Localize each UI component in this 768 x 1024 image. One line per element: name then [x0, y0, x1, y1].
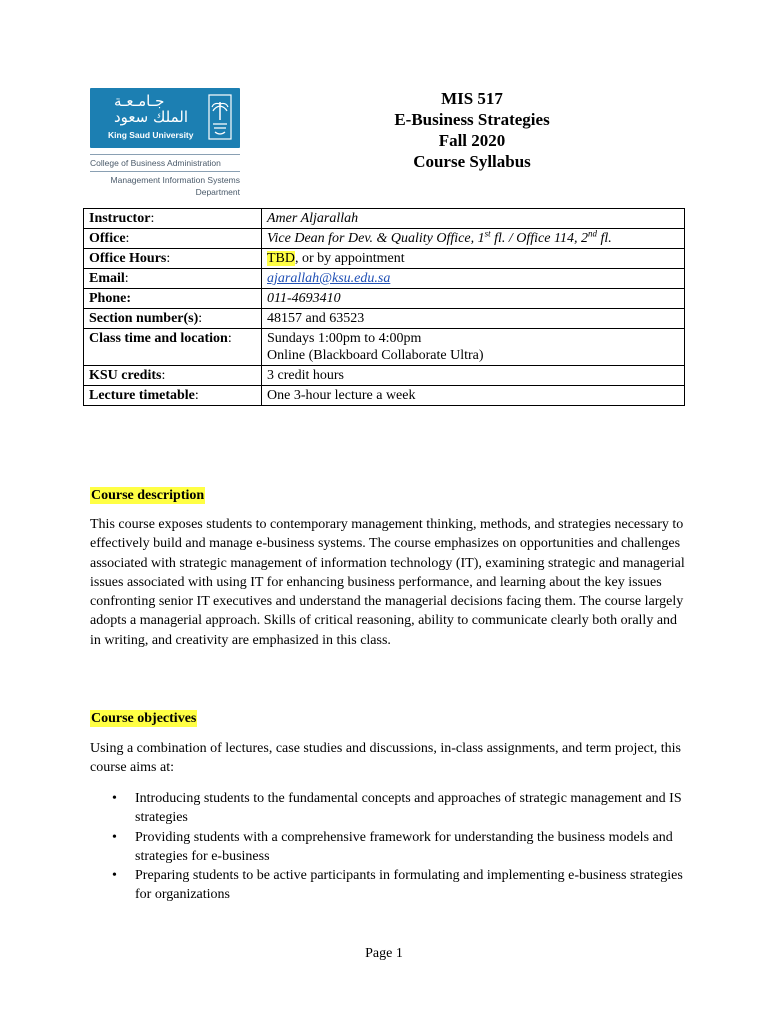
timetable-value: One 3-hour lecture a week — [262, 386, 685, 406]
colon: : — [166, 251, 171, 266]
phone-label: Phone: — [89, 291, 131, 306]
class-label-cell — [84, 329, 262, 366]
instructor-label: Instructor — [89, 211, 151, 226]
colon: : — [194, 388, 199, 403]
timetable-label: Lecture timetable — [89, 388, 195, 403]
office-value-part: fl. — [596, 231, 612, 246]
bullet-icon: • — [112, 791, 117, 806]
section-label-cell — [84, 309, 262, 329]
table-row — [84, 366, 685, 386]
class-label: Class time and location — [89, 331, 228, 346]
table-row — [84, 386, 685, 406]
instructor-label-cell — [84, 209, 262, 229]
hours-label-cell — [84, 249, 262, 269]
table-row — [84, 209, 685, 229]
section-label: Section number(s) — [89, 311, 199, 326]
section-value: 48157 and 63523 — [262, 309, 685, 329]
class-time: Sundays 1:00pm to 4:00pm — [267, 331, 422, 346]
timetable-label-cell — [84, 386, 262, 406]
class-location: Online (Blackboard Collaborate Ultra) — [267, 348, 484, 363]
colon: : — [198, 311, 203, 326]
colon: : — [125, 231, 130, 246]
document-type: Course Syllabus — [413, 152, 531, 171]
instructor-value: Amer Aljarallah — [262, 209, 685, 229]
colon: : — [124, 271, 129, 286]
email-link[interactable]: ajarallah@ksu.edu.sa — [267, 271, 391, 286]
description-heading: Course description — [91, 488, 205, 503]
bullet-icon: • — [112, 829, 117, 845]
objectives-intro: Using a combination of lectures, case studies and discussions, in-class assignments, and term project, this course aims at: — [90, 741, 681, 776]
course-code: MIS 517 — [441, 89, 503, 108]
colon: : — [150, 211, 155, 226]
office-value — [262, 229, 685, 249]
course-term: Fall 2020 — [438, 131, 506, 150]
page-number: Page 1 — [365, 946, 403, 961]
table-row — [84, 249, 685, 269]
hours-label: Office Hours — [89, 251, 167, 266]
description-text: This course exposes students to contemporary management thinking, methods, and strategies necessary to effectively build and manage e-business systems. The course emphasizes on opportunities and challenges associated with strategic management of information technology (IT), examining strategic and managerial issues associated with using IT for enhancing business performance, and learning about the key issues confronting senior IT executives and understand the managerial decisions facing them. The course largely adopts a managerial approach. Skills of critical reasoning, ability to communicate clearly both orally and in writing, and creativity are emphasized in this class. — [90, 517, 685, 648]
objectives-list — [90, 789, 690, 905]
university-logo — [90, 88, 240, 198]
hours-value — [262, 249, 685, 269]
course-info-table — [83, 208, 685, 406]
email-label-cell — [84, 269, 262, 289]
hours-rest: , or by appointment — [295, 251, 405, 266]
logo-english-name: King Saud University — [108, 130, 194, 140]
logo-subtitle — [90, 154, 240, 198]
office-sup: st — [484, 228, 491, 239]
class-value — [262, 329, 685, 366]
table-row — [84, 309, 685, 329]
title-block — [372, 88, 572, 172]
office-value-part: fl. / Office 114, 2 — [490, 231, 588, 246]
email-cell — [262, 269, 685, 289]
list-item — [90, 828, 690, 867]
credits-label-cell — [84, 366, 262, 386]
tbd-highlight: TBD — [267, 251, 295, 266]
list-item — [90, 789, 690, 828]
office-value-part: Vice Dean for Dev. & Quality Office, 1 — [267, 231, 485, 246]
office-label-cell — [84, 229, 262, 249]
logo-arabic-line1: جـامـعـة — [114, 92, 165, 110]
office-sup: nd — [587, 228, 597, 239]
logo-college: College of Business Administration — [90, 157, 240, 172]
phone-label-cell — [84, 289, 262, 309]
objective-text: Preparing students to be active participants in formulating and implementing e-business strategies for organizations — [135, 868, 683, 903]
colon: : — [227, 331, 232, 346]
table-row — [84, 229, 685, 249]
table-row — [84, 289, 685, 309]
phone-value: 011-4693410 — [262, 289, 685, 309]
credits-label: KSU credits — [89, 368, 162, 383]
logo-department-line2: Department — [195, 187, 240, 197]
course-name: E-Business Strategies — [394, 110, 550, 129]
table-row — [84, 269, 685, 289]
credits-value: 3 credit hours — [262, 366, 685, 386]
logo-arabic-line2: الملك سعود — [114, 108, 189, 126]
colon: : — [161, 368, 166, 383]
objectives-heading: Course objectives — [91, 711, 197, 726]
list-item — [90, 866, 690, 905]
objective-text: Introducing students to the fundamental concepts and approaches of strategic management and IS strategies — [135, 791, 682, 826]
palm-emblem-icon — [208, 94, 232, 140]
logo-department-line1: Management Information Systems — [110, 175, 240, 185]
email-label: Email — [89, 271, 125, 286]
logo-banner — [90, 88, 240, 148]
objective-text: Providing students with a comprehensive framework for understanding the business models and strategies for e-business — [135, 829, 673, 864]
bullet-icon: • — [112, 868, 117, 884]
office-label: Office — [89, 231, 126, 246]
table-row — [84, 329, 685, 366]
